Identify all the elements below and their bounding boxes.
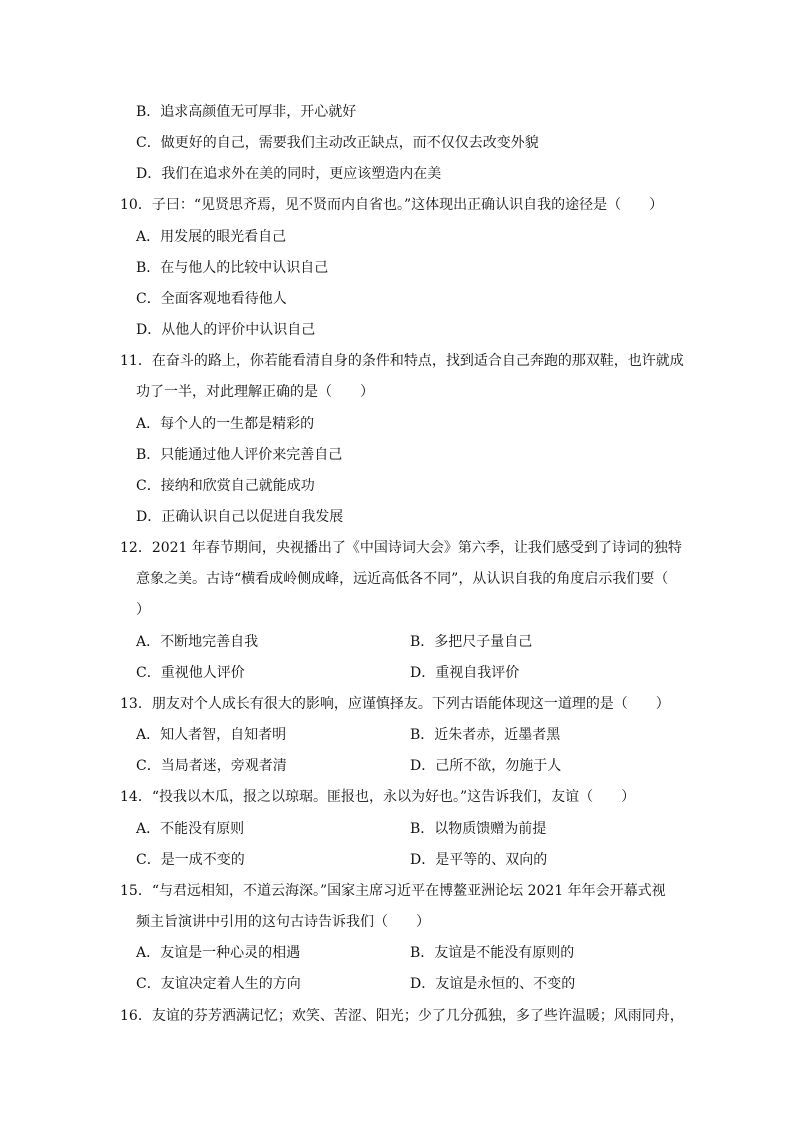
q13-option-c: C．当局者迷，旁观者清: [136, 758, 287, 774]
q15-option-b: B．友谊是不能没有原则的: [410, 945, 575, 961]
q12-option-d: D．重视自我评价: [410, 665, 520, 681]
q14-option-c: C．是一成不变的: [136, 852, 245, 868]
q10-option-a: A．用发展的眼光看自己: [136, 229, 287, 245]
q11-option-a: A．每个人的一生都是精彩的: [136, 416, 315, 432]
q11-stem-line2: 功了一半，对此理解正确的是（ ）: [136, 384, 374, 400]
q15-option-c: C．友谊决定着人生的方向: [136, 976, 301, 992]
q12-option-b: B．多把尺子量自己: [410, 634, 533, 650]
q13-option-b: B．近朱者赤，近墨者黑: [410, 727, 561, 743]
q14-option-a: A．不能没有原则: [136, 821, 245, 837]
q12-stem-line3: ）: [136, 602, 150, 618]
q11-option-d: D．正确认识自己以促进自我发展: [136, 509, 344, 525]
q13-option-d: D．己所不欲，勿施于人: [410, 758, 562, 774]
q15-option-a: A．友谊是一种心灵的相遇: [136, 945, 301, 961]
q15-stem-line1: 15．“与君远相知，不道云海深。”国家主席习近平在博鳌亚洲论坛 2021 年年会开幕式视: [120, 883, 666, 899]
q15-stem-line2: 频主旨演讲中引用的这句古诗告诉我们（ ）: [136, 914, 430, 930]
q16-stem-line1: 16．友谊的芬芳洒满记忆；欢笑、苦涩、阳光；少了几分孤独，多了些许温暖；风雨同舟，: [120, 1008, 684, 1024]
q9-option-d: D．我们在追求外在美的同时，更应该塑造内在美: [136, 166, 442, 182]
q14-stem: 14．“投我以木瓜，报之以琼琚。匪报也，永以为好也。”这告诉我们，友谊（ ）: [120, 789, 636, 805]
q11-option-c: C．接纳和欣赏自己就能成功: [136, 478, 315, 494]
q12-option-c: C．重视他人评价: [136, 665, 245, 681]
q15-option-d: D．友谊是永恒的、不变的: [410, 976, 576, 992]
q10-stem: 10．子曰：“见贤思齐焉，见不贤而内自省也。”这体现出正确认识自我的途径是（ ）: [120, 197, 664, 213]
q13-option-a: A．知人者智，自知者明: [136, 727, 287, 743]
q10-option-d: D．从他人的评价中认识自己: [136, 322, 316, 338]
q9-option-c: C．做更好的自己，需要我们主动改正缺点，而不仅仅去改变外貌: [136, 135, 539, 151]
q9-option-b: B．追求高颜值无可厚非，开心就好: [136, 104, 357, 120]
q11-stem-line1: 11．在奋斗的路上，你若能看清自身的条件和特点，找到适合自己奔跑的那双鞋，也许就成: [120, 353, 684, 369]
q10-option-b: B．在与他人的比较中认识自己: [136, 260, 329, 276]
q13-stem: 13．朋友对个人成长有很大的影响，应谨慎择友。下列古语能体现这一道理的是（ ）: [120, 696, 670, 712]
q11-option-b: B．只能通过他人评价来完善自己: [136, 447, 343, 463]
q12-option-a: A．不断地完善自我: [136, 634, 259, 650]
q12-stem-line1: 12．2021 年春节期间，央视播出了《中国诗词大会》第六季，让我们感受到了诗词的独特: [120, 540, 682, 556]
q10-option-c: C．全面客观地看待他人: [136, 291, 287, 307]
q14-option-d: D．是平等的、双向的: [410, 852, 548, 868]
q14-option-b: B．以物质馈赠为前提: [410, 821, 547, 837]
q12-stem-line2: 意象之美。古诗“横看成岭侧成峰，远近高低各不同”，从认识自我的角度启示我们要（: [136, 571, 669, 587]
